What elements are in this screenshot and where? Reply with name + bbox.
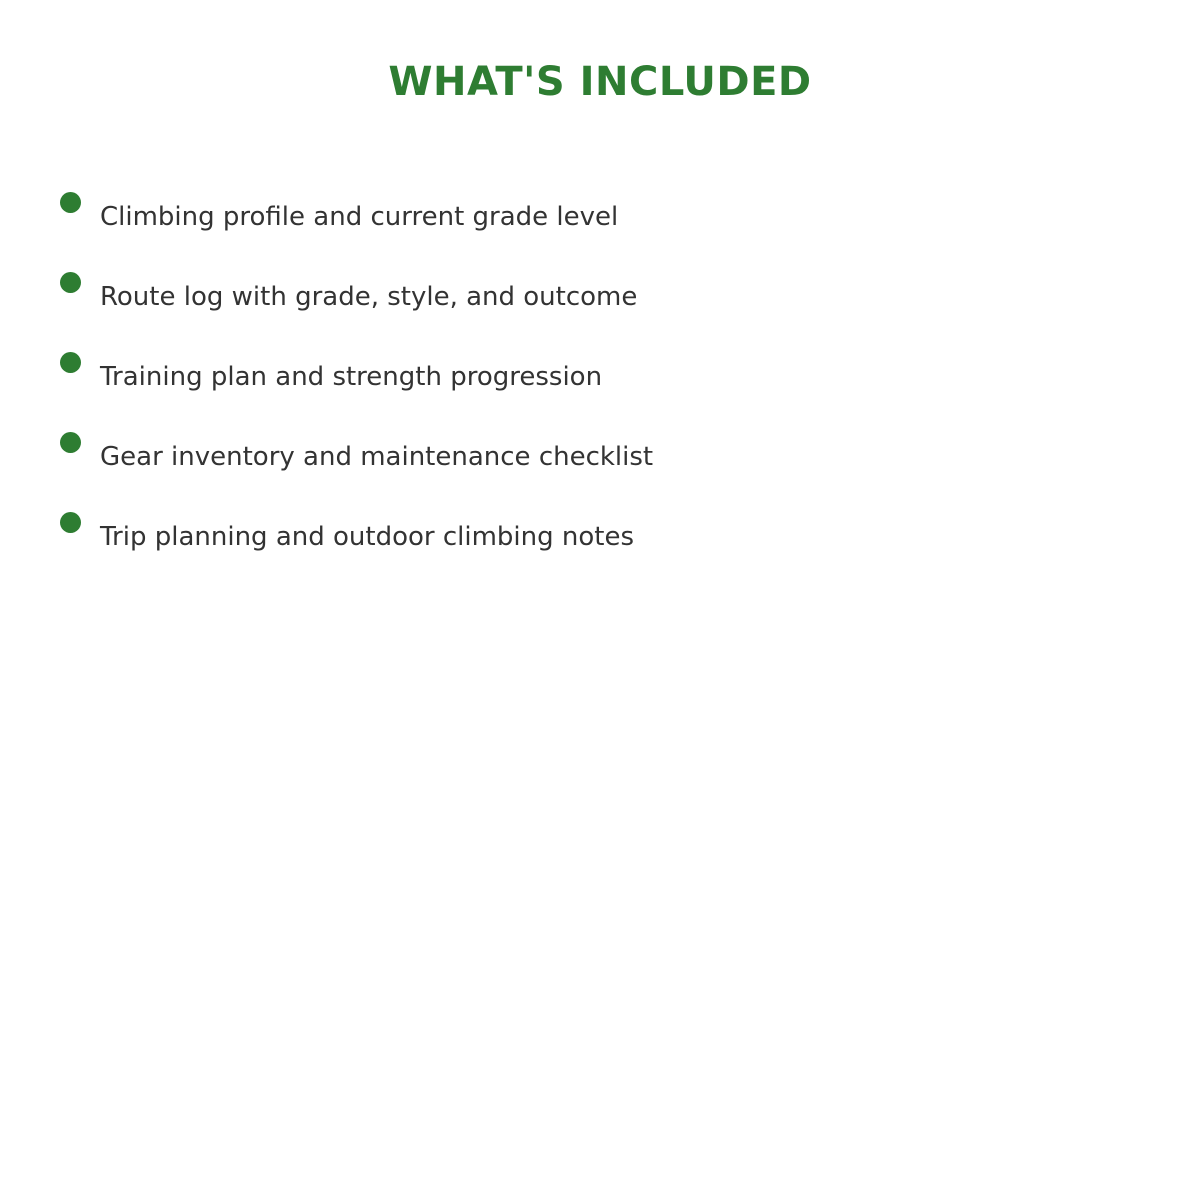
page-title: WHAT'S INCLUDED [388,59,812,105]
bullet-dot-icon [60,432,81,453]
bullet-dot-icon [60,512,81,533]
feature-label: Trip planning and outdoor climbing notes [100,522,635,552]
feature-label: Climbing profile and current grade level [100,202,619,232]
feature-label: Gear inventory and maintenance checklist [100,442,654,472]
bullet-dot-icon [60,192,81,213]
bullet-dot-icon [60,352,81,373]
feature-label: Training plan and strength progression [100,362,603,392]
feature-label: Route log with grade, style, and outcome [100,282,638,312]
bullet-dot-icon [60,272,81,293]
